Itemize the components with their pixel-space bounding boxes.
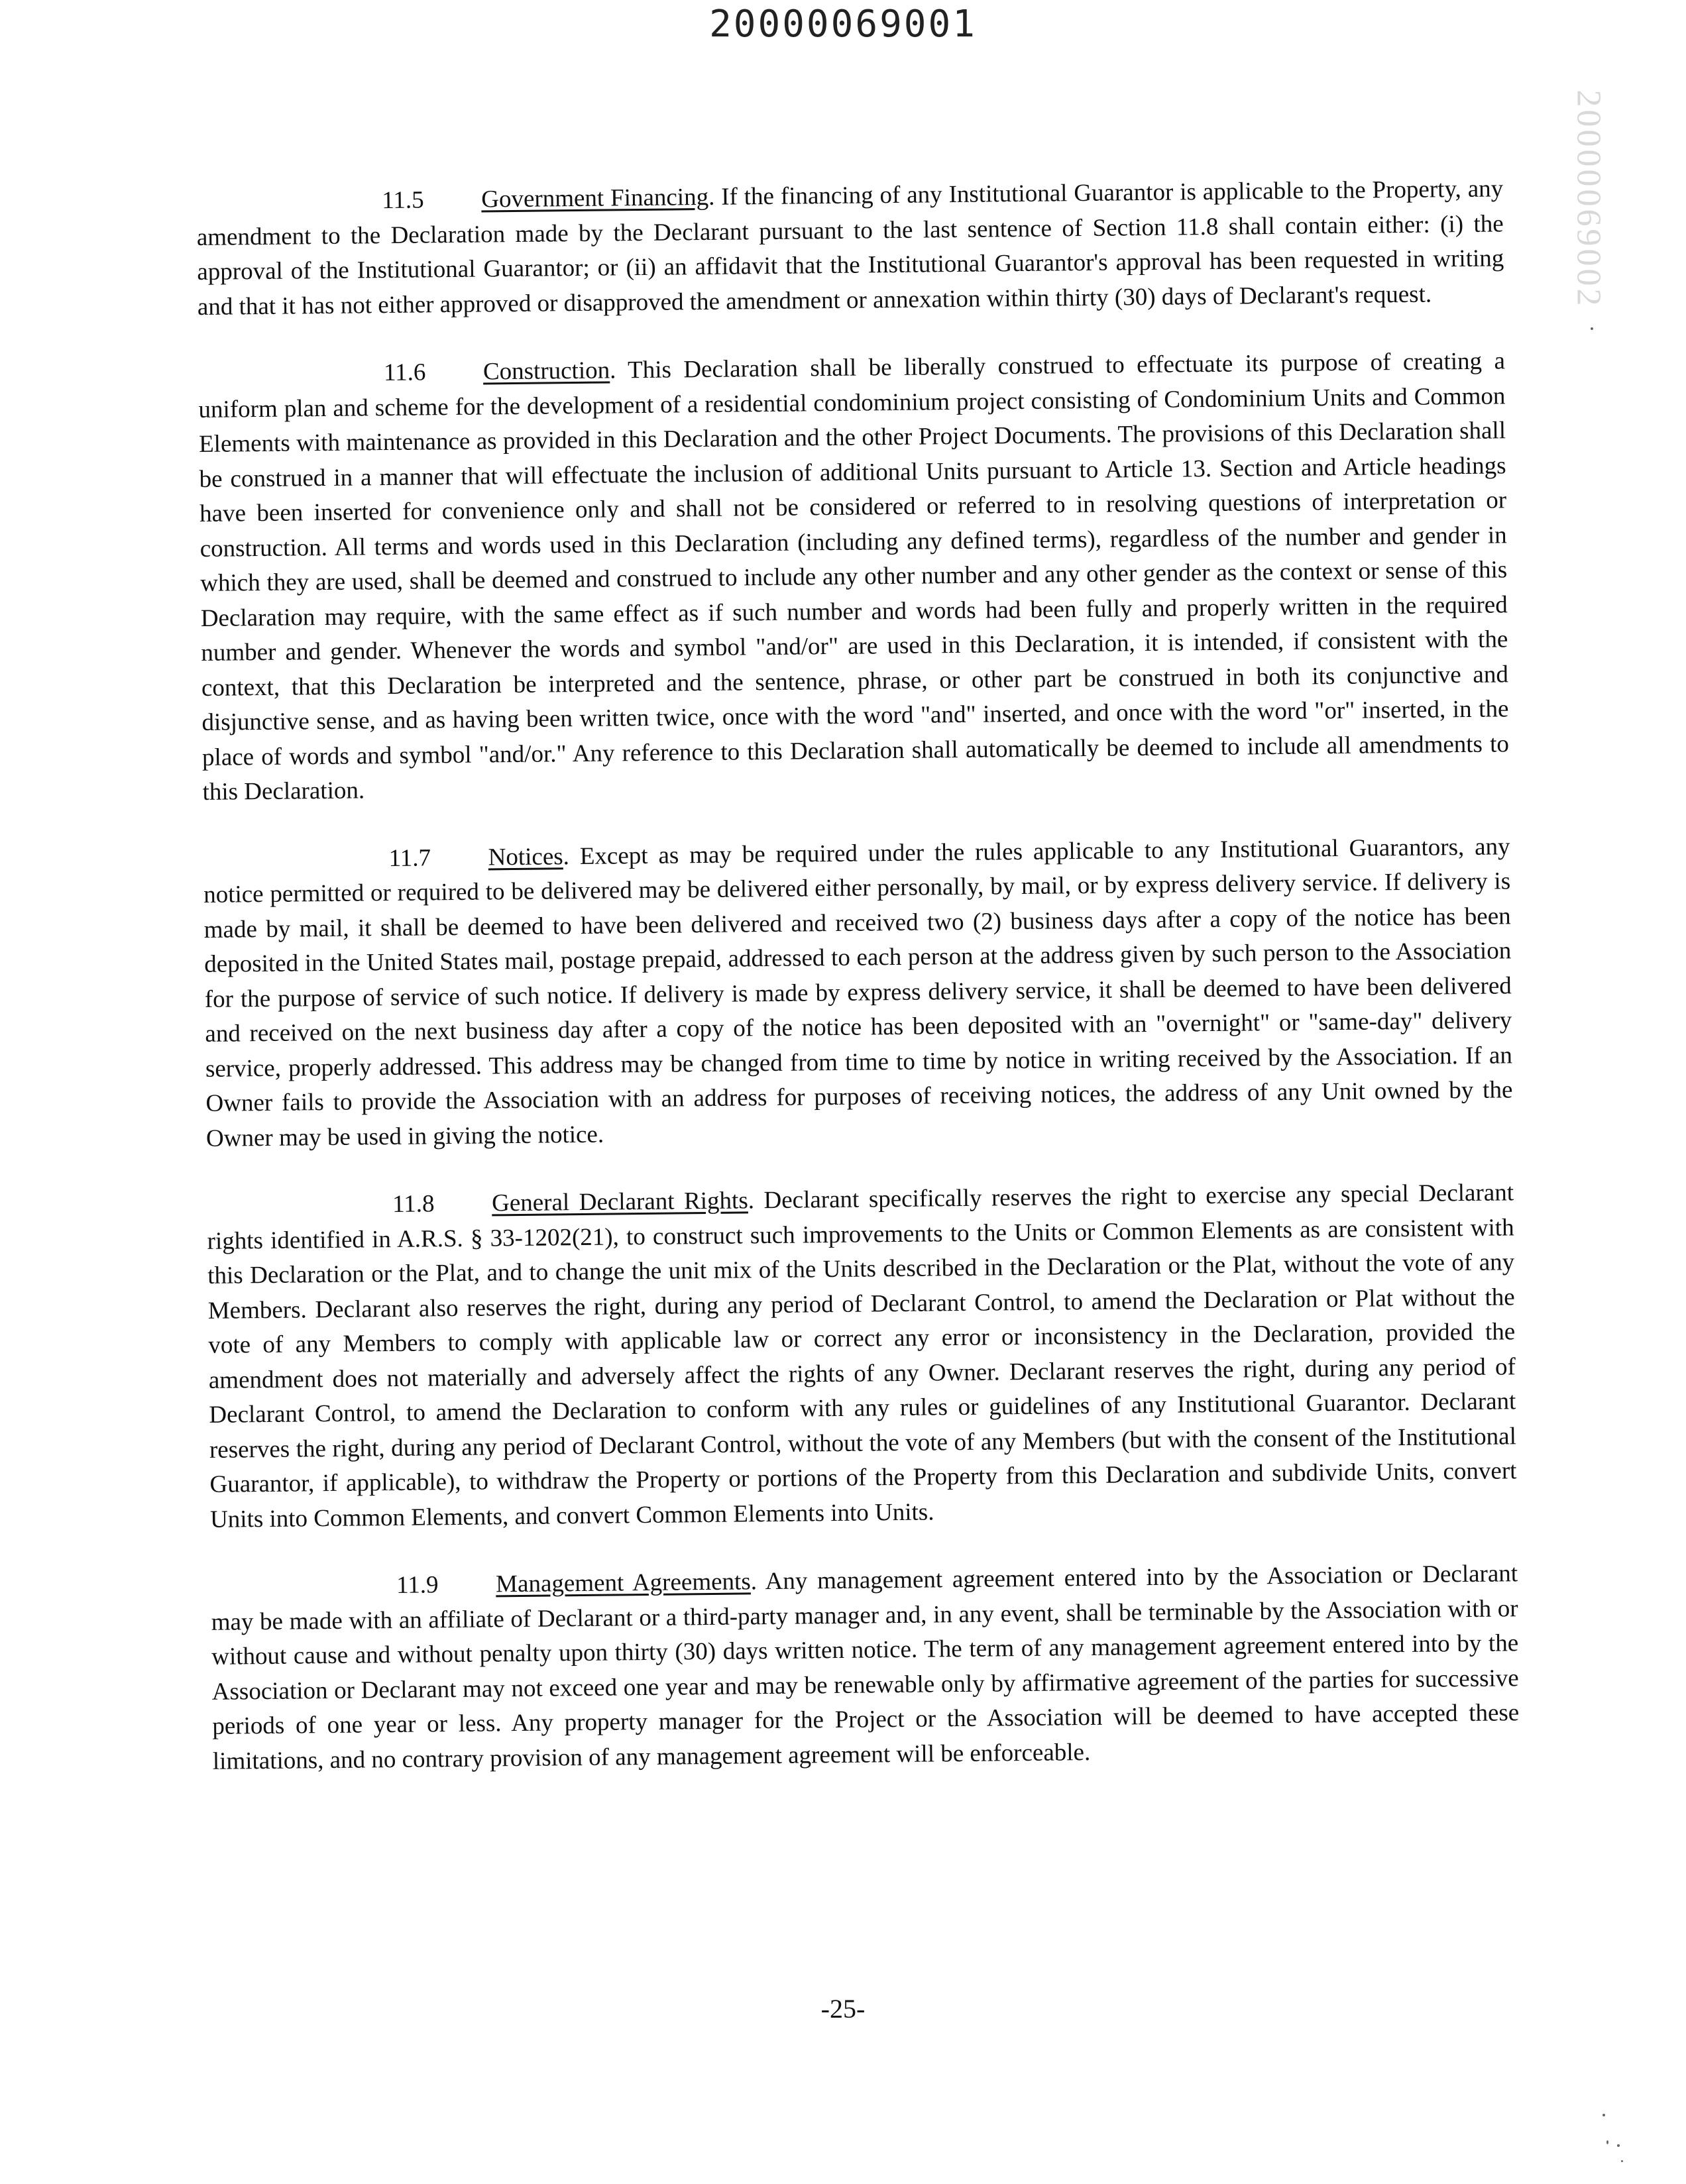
section-number: 11.7 [388,844,431,872]
section-11-9 [211,1556,1520,1779]
section-number: 11.8 [392,1190,435,1218]
section-number: 11.6 [383,358,426,387]
section-11-8 [207,1175,1517,1537]
section-heading: Notices [488,842,563,871]
section-number: 11.9 [396,1571,439,1599]
section-11-6 [198,344,1510,810]
side-stamp-text: 20000069002 [1569,89,1608,308]
scan-speck [1602,2114,1605,2116]
section-text: . Except as may be required under the rules applicable to any Institutional Guarantors, any notice permitted or required to be delivered may be delivered either personally, by mail, or by express delivery service. If delivery is made by mail, it shall be deemed to have been delivered and received two (2) business days after a copy of the notice has been deposited in the United States mail, postage prepaid, addressed to each person at the address given by such person to the Association for the purpose of service of such notice. If delivery is made by express delivery service, it shall be deemed to have been delivered and received on the next business day after a copy of the notice has been deposited with an "overnight" or "same-day" delivery service, properly addressed. This address may be changed from time to time by notice in writing received by the Association. If an Owner fails to provide the Association with an address for purposes of receiving notices, the address of any Unit owned by the Owner may be used in giving the notice. [203,832,1513,1152]
section-11-5 [196,172,1504,325]
document-number: 20000069001 [709,3,977,46]
section-heading: Government Financing [481,183,709,213]
document-body [196,172,1520,1812]
section-heading: General Declarant Rights [491,1187,748,1217]
section-text: . Any management agreement entered into by the Association or Declarant may be made with an affiliate of Declarant or a third-party manager and, in any event, shall be terminable by the Association with or without cause and without penalty upon thirty (30) days written notice. The term of any management agreement entered into by the Association or Declarant may not exceed one year and may be renewable only by affirmative agreement of the parties for successive periods of one year or less. Any property manager for the Project or the Association will be deemed to have accepted these limitations, and no contrary provision of any management agreement will be enforceable. [211,1560,1520,1775]
scan-speck [1606,2140,1608,2144]
section-paragraph [211,1556,1520,1779]
section-text: . If the financing of any Institutional Guarantor is applicable to the Property, any amendment to the Declaration made by the Declarant pursuant to the last sentence of Section 11.8 shall contain either: (i) the approval of the Institutional Guarantor; or (ii) an affidavit that the Institutional Guarantor's approval has been requested in writing and that it has not either approved or disapproved the amendment or annexation within thirty (30) days of Declarant's request. [196,175,1504,321]
scan-speck [1617,2144,1620,2147]
page-number: -25- [820,1994,866,2024]
section-11-7 [203,830,1513,1156]
section-heading: Construction [482,356,610,386]
section-text: . This Declaration shall be liberally construed to effectuate its purpose of creating a uniform plan and scheme for the development of a residential condominium project consisting of Condominium Units and Common Elements with maintenance as provided in this Declaration and the other Project Documents. The provisions of this Declaration shall be construed in a manner that will effectuate the inclusion of additional Units pursuant to Article 13. Section and Article headings have been inserted for convenience only and shall not be considered or referred to in resolving questions of interpretation or construction. All terms and words used in this Declaration (including any defined terms), regardless of the number and gender in which they are used, shall be deemed and construed to include any other number and any other gender as the context or sense of this Declaration may require, with the same effect as if such number and words had been fully and properly written in the required number and gender. Whenever the words and symbol "and/or" are used in this Declaration, it is intended, if consistent with the context, that this Declaration be interpreted and the sentence, phrase, or other part be construed in both its conjunctive and disjunctive sense, and as having been written twice, once with the word "and" inserted, and once with the word "or" inserted, in the place of words and symbol "and/or." Any reference to this Declaration shall automatically be deemed to include all amendments to this Declaration. [198,347,1510,806]
section-number: 11.5 [382,186,424,215]
section-paragraph [203,830,1513,1156]
section-paragraph [198,344,1510,810]
section-paragraph [196,172,1504,325]
section-paragraph [207,1175,1517,1537]
side-stamp [1559,89,1618,308]
section-text: . Declarant specifically reserves the right to exercise any special Declarant rights identified in A.R.S. § 33-1202(21), to construct such improvements to the Units or Common Elements as are consistent with this Declaration or the Plat, and to change the unit mix of the Units described in the Declaration or the Plat, without the vote of any Members. Declarant also reserves the right, during any period of Declarant Control, to amend the Declaration or Plat without the vote of any Members to comply with applicable law or correct any error or inconsistency in the Declaration, provided the amendment does not materially and adversely affect the rights of any Owner. Declarant reserves the right, during any period of Declarant Control, to amend the Declaration to conform with any rules or guidelines of any Institutional Guarantor. Declarant reserves the right, during any period of Declarant Control, without the vote of any Members (but with the consent of the Institutional Guarantor, if applicable), to withdraw the Property or portions of the Property from this Declaration and subdivide Units, convert Units into Common Elements, and convert Common Elements into Units. [207,1179,1517,1533]
section-heading: Management Agreements [495,1568,751,1598]
scan-speck [1591,327,1593,330]
scan-speck [1621,2160,1623,2162]
